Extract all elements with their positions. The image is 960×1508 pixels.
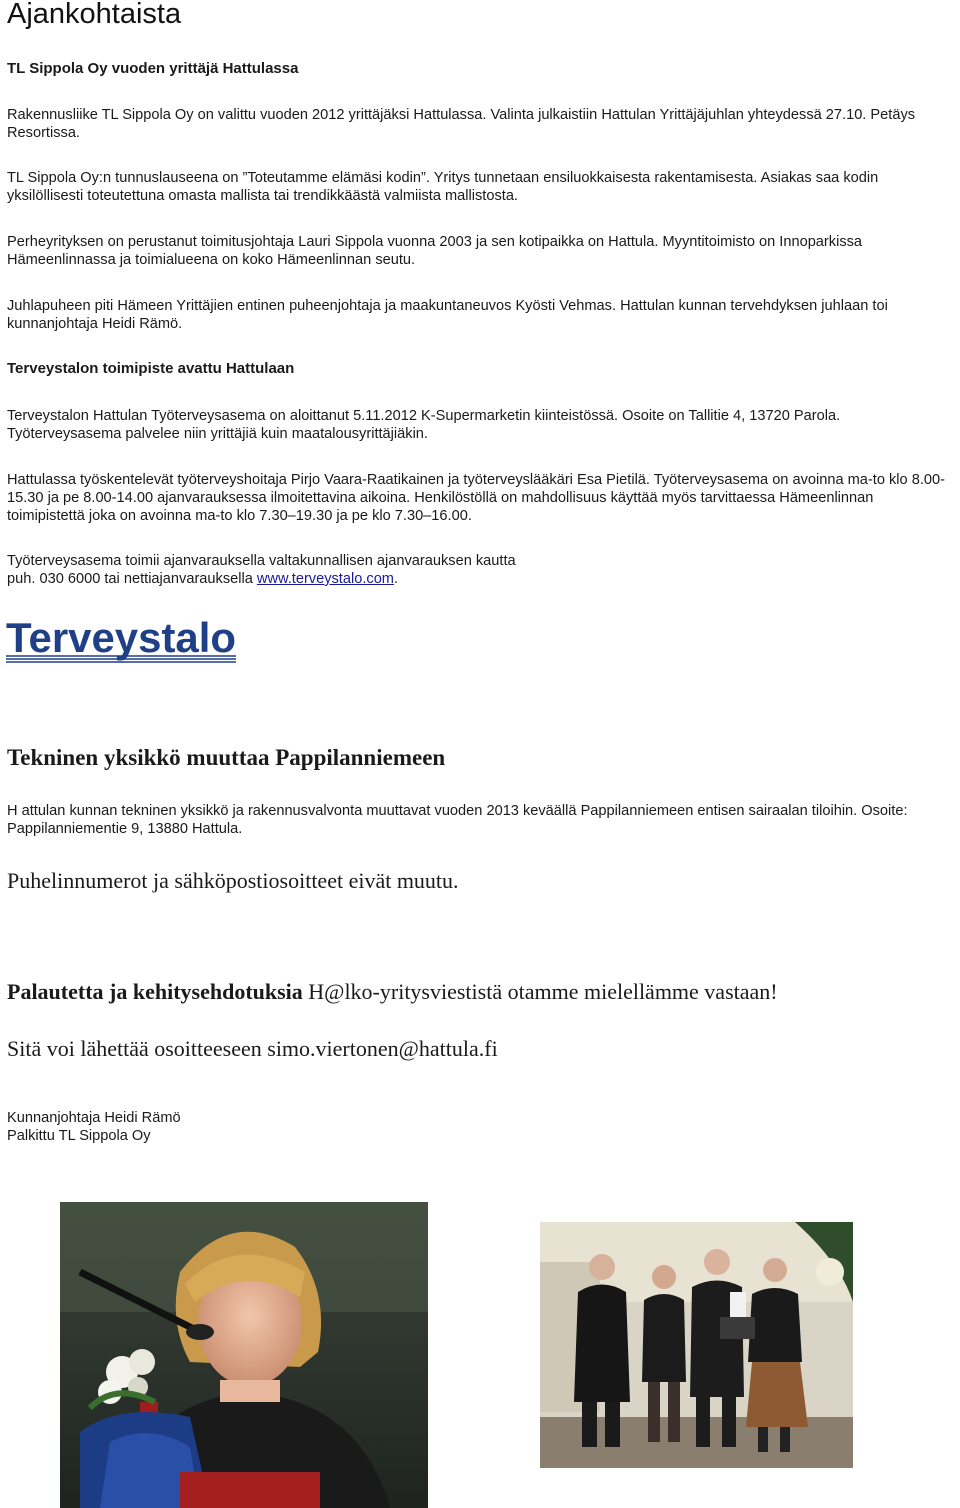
article3-heading: Tekninen yksikkö muuttaa Pappilanniemeen [7, 745, 446, 770]
feedback-rest: H@lko-yritysviestistä otamme mielellämme vastaan! [302, 979, 778, 1004]
article3-paragraph-1: H attulan kunnan tekninen yksikkö ja rakennusvalvonta muuttavat vuoden 2013 keväällä Pappilanniemeen entisen sairaalan tiloihin. Osoite: Pappilanniementie 9, 13880 Hattula. [7, 803, 908, 837]
article2-paragraph-1: Terveystalon Hattulan Työterveysasema on aloittanut 5.11.2012 K-Supermarketin kiinteistössä. Osoite on Tallitie 4, 13720 Parola. Työterveysasema palvelee niin yrittäjiä kuin maatalousyrittäjiäkin. [7, 408, 841, 442]
article2-paragraph-3-line1: Työterveysasema toimii ajanvarauksella valtakunnallisen ajanvarauksen kautta [7, 553, 516, 569]
terveystalo-logo [6, 614, 238, 664]
feedback-line-2: Sitä voi lähettää osoitteeseen simo.viertonen@hattula.fi [7, 1036, 498, 1061]
photo-group [540, 1222, 853, 1468]
article2-paragraph-2: Hattulassa työskentelevät työterveyshoitaja Pirjo Vaara-Raatikainen ja työterveyslääkäri Esa Pietilä. Työterveysasema on avoinna ma-to klo 8.00-15.30 ja pe 8.00-14.00 ajanvarauksessa ilmoitettavina aikoina. Henkilöstöllä on mahdollisuus käyttää myös tarvittaessa Hämeenlinnan toimipistettä joka on avoinna ma-to klo 7.30–19.30 ja pe klo 7.30–16.00. [7, 472, 945, 524]
article2-paragraph-3-prefix: puh. 030 6000 tai nettiajanvarauksella [7, 571, 257, 587]
feedback-bold: Palautetta ja kehitysehdotuksia [7, 979, 303, 1004]
article3-paragraph-2: Puhelinnumerot ja sähköpostiosoitteet eivät muutu. [7, 868, 459, 893]
article1-paragraph-1: Rakennusliike TL Sippola Oy on valittu vuoden 2012 yrittäjäksi Hattulassa. Valinta julkaistiin Hattulan Yrittäjäjuhlan yhteydessä 27.10. Petäys Resortissa. [7, 107, 916, 141]
caption-line-1: Kunnanjohtaja Heidi Rämö [7, 1110, 181, 1126]
article1-paragraph-4: Juhlapuheen piti Hämeen Yrittäjien entinen puheenjohtaja ja maakuntaneuvos Kyösti Vehmas. Hattulan kunnan tervehdyksen juhlaan toi kunnanjohtaja Heidi Rämö. [7, 298, 888, 332]
article2-paragraph-3 [7, 552, 952, 588]
feedback-line-1 [7, 979, 778, 1005]
article2-paragraph-3-suffix: . [393, 571, 399, 587]
caption-line-2: Palkittu TL Sippola Oy [7, 1128, 151, 1144]
page-title: Ajankohtaista [7, 0, 182, 30]
article2-heading: Terveystalon toimipiste avattu Hattulaan [7, 360, 295, 377]
terveystalo-link[interactable]: www.terveystalo.com [256, 571, 394, 587]
terveystalo-logo-text: Terveystalo [6, 614, 236, 661]
photo-speaker [60, 1202, 428, 1508]
article1-paragraph-2: TL Sippola Oy:n tunnuslauseena on ”Toteutamme elämäsi kodin”. Yritys tunnetaan ensiluokkaisesta rakentamisesta. Asiakas saa kodin yksilöllisesti toteutettuna omasta mallista tai trendikkäästä valmiista mallistosta. [7, 170, 879, 204]
caption-block [7, 1109, 952, 1145]
article1-paragraph-3: Perheyrityksen on perustanut toimitusjohtaja Lauri Sippola vuonna 2003 ja sen kotipaikka on Hattula. Myyntitoimisto on Innoparkissa Hämeenlinnassa ja toimialueena on koko Hämeenlinnan seutu. [7, 234, 863, 268]
article1-heading: TL Sippola Oy vuoden yrittäjä Hattulassa [7, 60, 299, 77]
